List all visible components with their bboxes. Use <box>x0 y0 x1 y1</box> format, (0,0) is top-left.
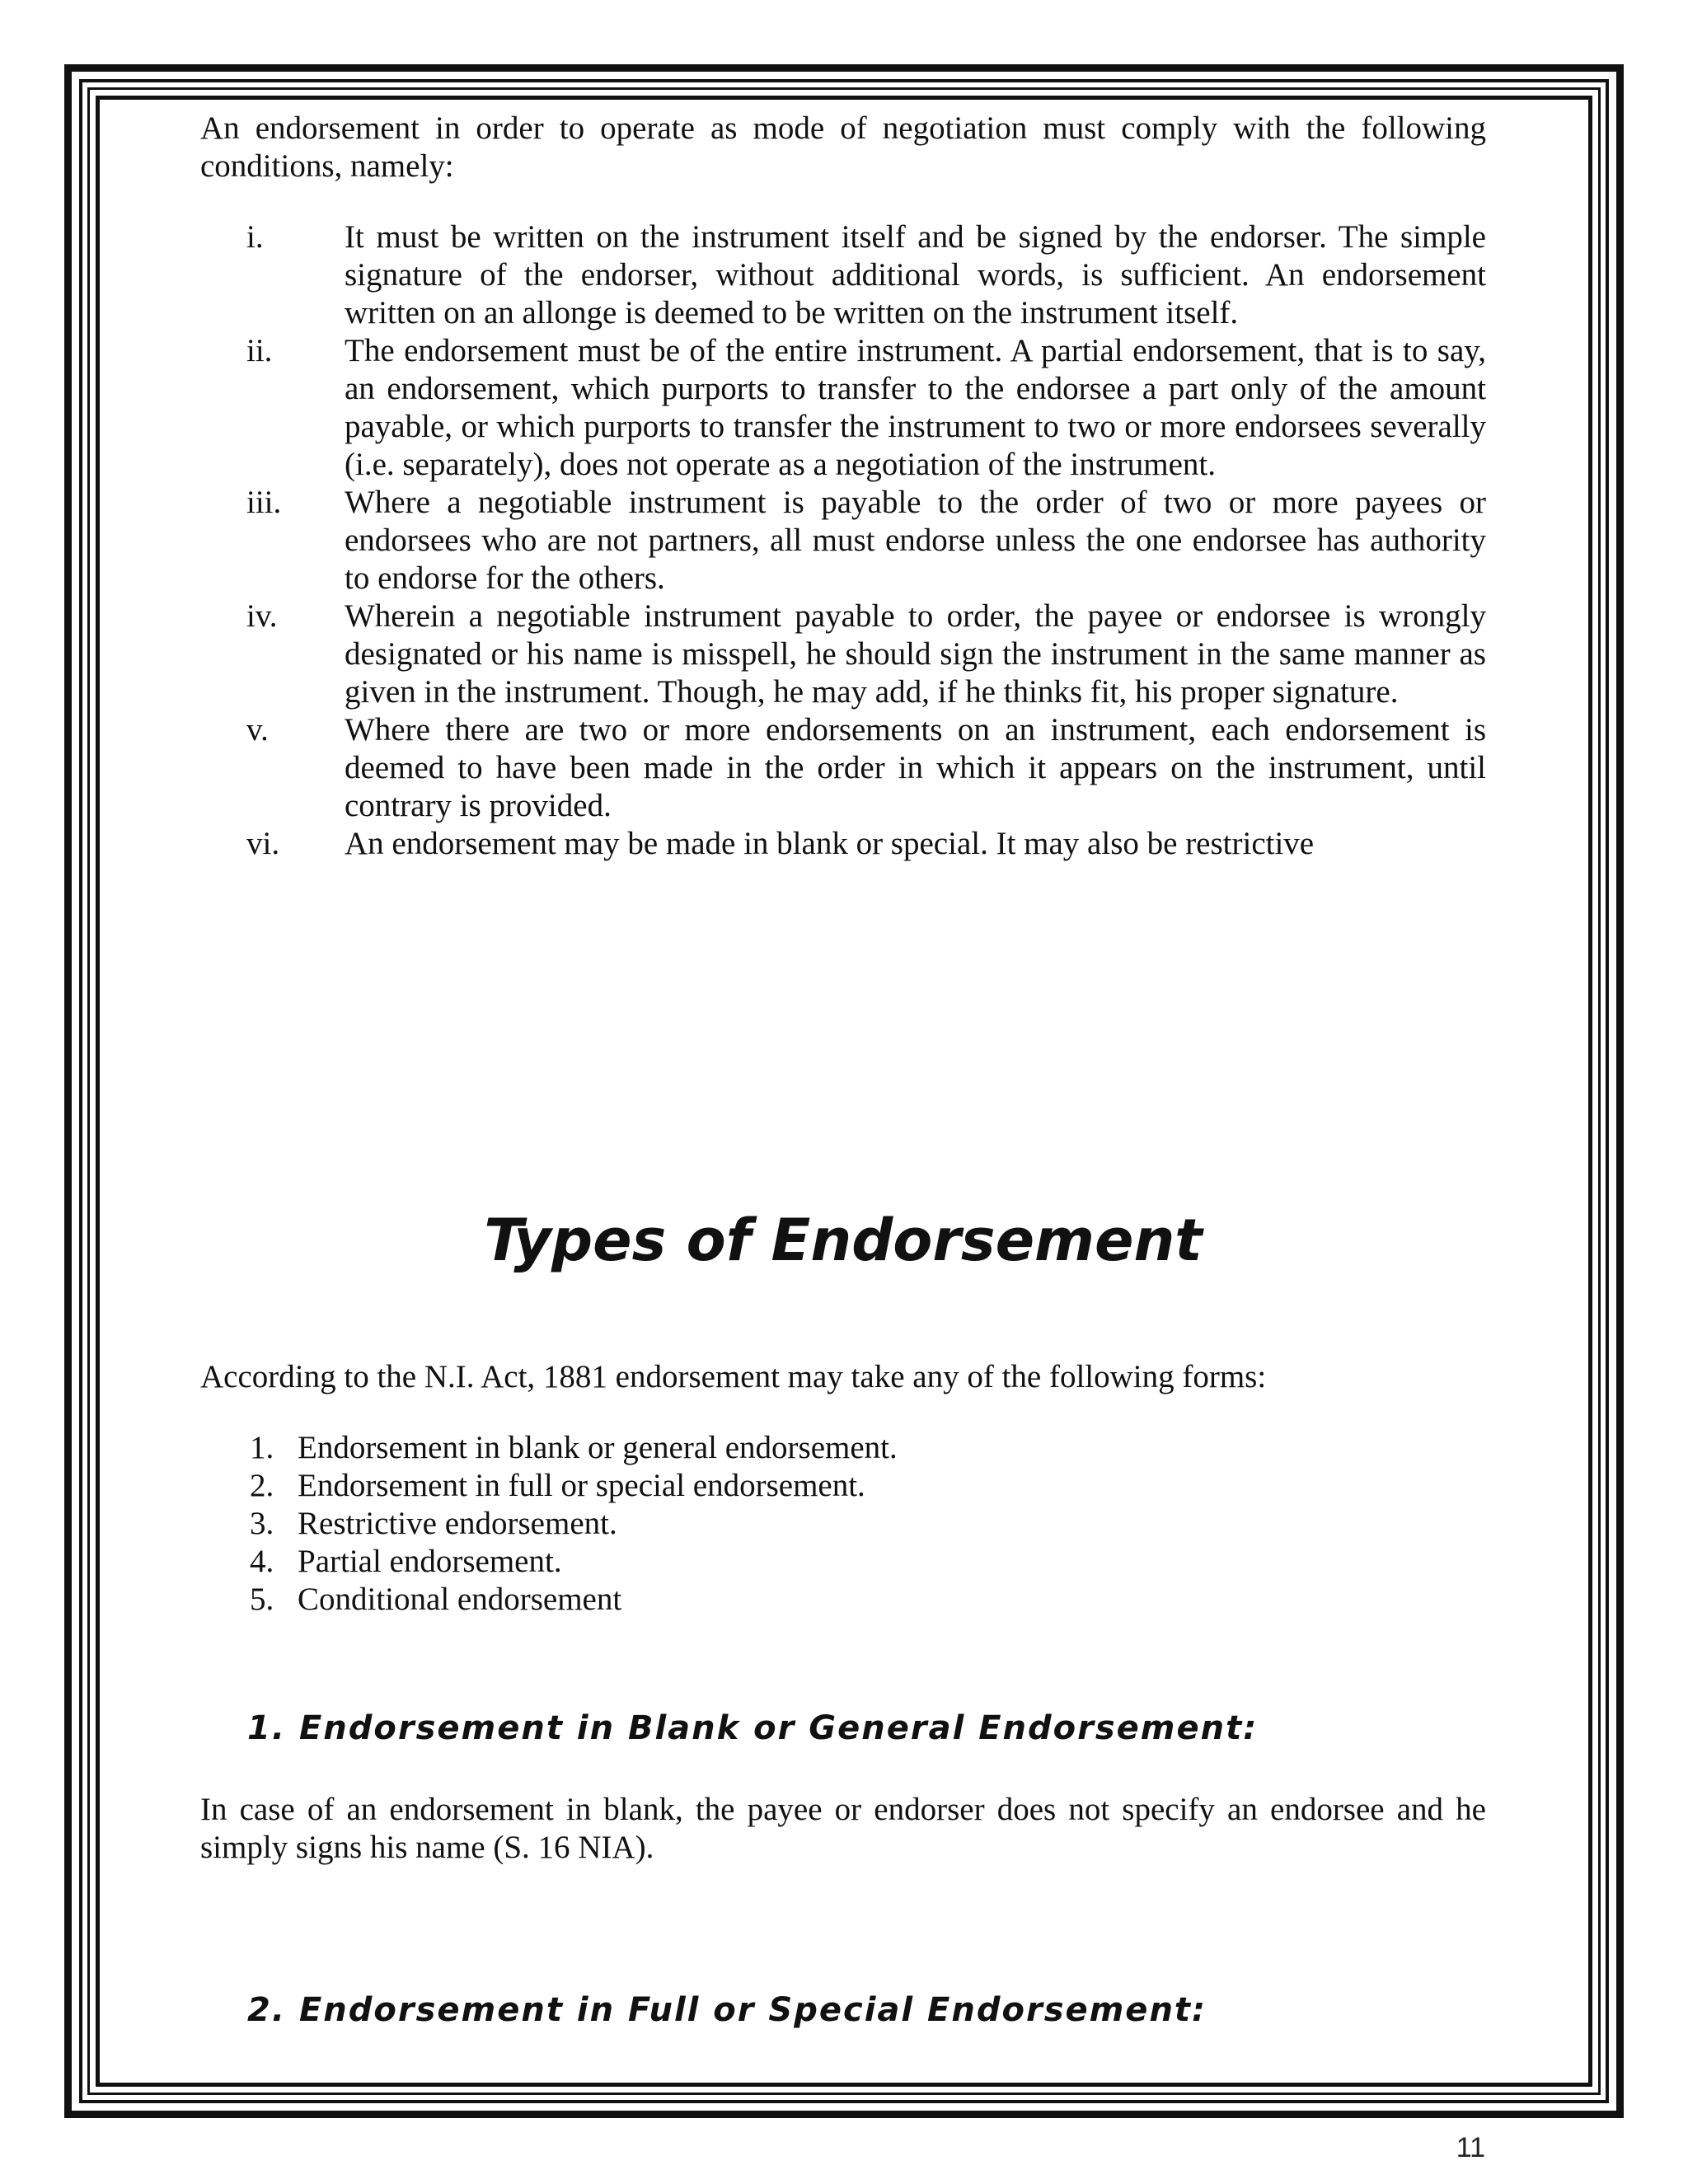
list-item-text: Partial endorsement. <box>298 1544 562 1579</box>
list-item-number: vi. <box>246 826 280 861</box>
list-item <box>200 825 1486 863</box>
types-intro-paragraph: According to the N.I. Act, 1881 endorsement may take any of the following forms: <box>200 1359 1267 1394</box>
list-item-text: Conditional endorsement <box>298 1582 622 1617</box>
blank-endorsement-paragraph: In case of an endorsement in blank, the payee or endorser does not specify an endorsee and he simply signs his name (S. 16 NIA). <box>200 1792 1486 1865</box>
list-item <box>200 1429 1486 1467</box>
list-item-number: iii. <box>246 485 282 520</box>
list-item <box>200 1505 1486 1543</box>
subheading-full-endorsement: 2. Endorsement in Full or Special Endorsement: <box>247 1991 1207 2029</box>
list-item-text: It must be written on the instrument itself and be signed by the endorser. The simple signature of the endorser, without additional words, is sufficient. An endorsement written on an allonge is deemed to be written on the instrument itself. <box>345 219 1486 330</box>
list-item-number: v. <box>246 712 269 748</box>
types-section <box>200 1358 1486 1619</box>
list-item-number: 5. <box>250 1582 274 1617</box>
list-item-text: Endorsement in full or special endorsement. <box>298 1468 865 1503</box>
list-item-number: ii. <box>246 333 273 368</box>
list-item-number: i. <box>246 219 264 255</box>
blank-endorsement-section <box>200 1791 1486 1867</box>
list-item-number: 1. <box>250 1430 274 1465</box>
list-item-text: The endorsement must be of the entire instrument. A partial endorsement, that is to say, an endorsement, which purports to transfer to the endorsee a part only of the amount payable, or which purports to transfer the instrument to two or more endorsees severally (i.e. separately), does not operate as a negotiation of the instrument. <box>345 333 1486 482</box>
list-item-number: iv. <box>246 598 278 634</box>
page-number: 11 <box>1456 2132 1485 2163</box>
list-item-text: Where there are two or more endorsements on an instrument, each endorsement is deemed to have been made in the order in which it appears on the instrument, until contrary is provided. <box>345 712 1486 823</box>
list-item <box>200 332 1486 484</box>
list-item-text: Wherein a negotiable instrument payable to order, the payee or endorsee is wrongly designated or his name is misspell, he should sign the instrument in the same manner as given in the instrument. Though, he may add, if he thinks fit, his proper signature. <box>345 598 1486 710</box>
list-item <box>200 484 1486 598</box>
list-item-text: Where a negotiable instrument is payable to the order of two or more payees or endorsees who are not partners, all must endorse unless the one endorsee has authority to endorse for the others. <box>345 485 1486 596</box>
list-item-text: Restrictive endorsement. <box>298 1506 617 1541</box>
types-list <box>200 1429 1486 1619</box>
subheading-blank-endorsement: 1. Endorsement in Blank or General Endorsement: <box>247 1709 1259 1747</box>
list-item-number: 3. <box>250 1506 274 1541</box>
list-item <box>200 1581 1486 1619</box>
list-item <box>200 218 1486 332</box>
list-item <box>200 1467 1486 1505</box>
list-item <box>200 711 1486 825</box>
list-item <box>200 1543 1486 1581</box>
list-item-number: 4. <box>250 1544 274 1579</box>
intro-paragraph: An endorsement in order to operate as mode of negotiation must comply with the following conditions, namely: <box>200 110 1486 184</box>
conditions-list <box>200 218 1486 863</box>
section-title: Types of Endorsement <box>484 1207 1203 1274</box>
list-item <box>200 598 1486 711</box>
list-item-text: An endorsement may be made in blank or special. It may also be restrictive <box>345 826 1315 861</box>
conditions-section <box>200 110 1486 863</box>
list-item-number: 2. <box>250 1468 274 1503</box>
list-item-text: Endorsement in blank or general endorsement. <box>298 1430 898 1465</box>
